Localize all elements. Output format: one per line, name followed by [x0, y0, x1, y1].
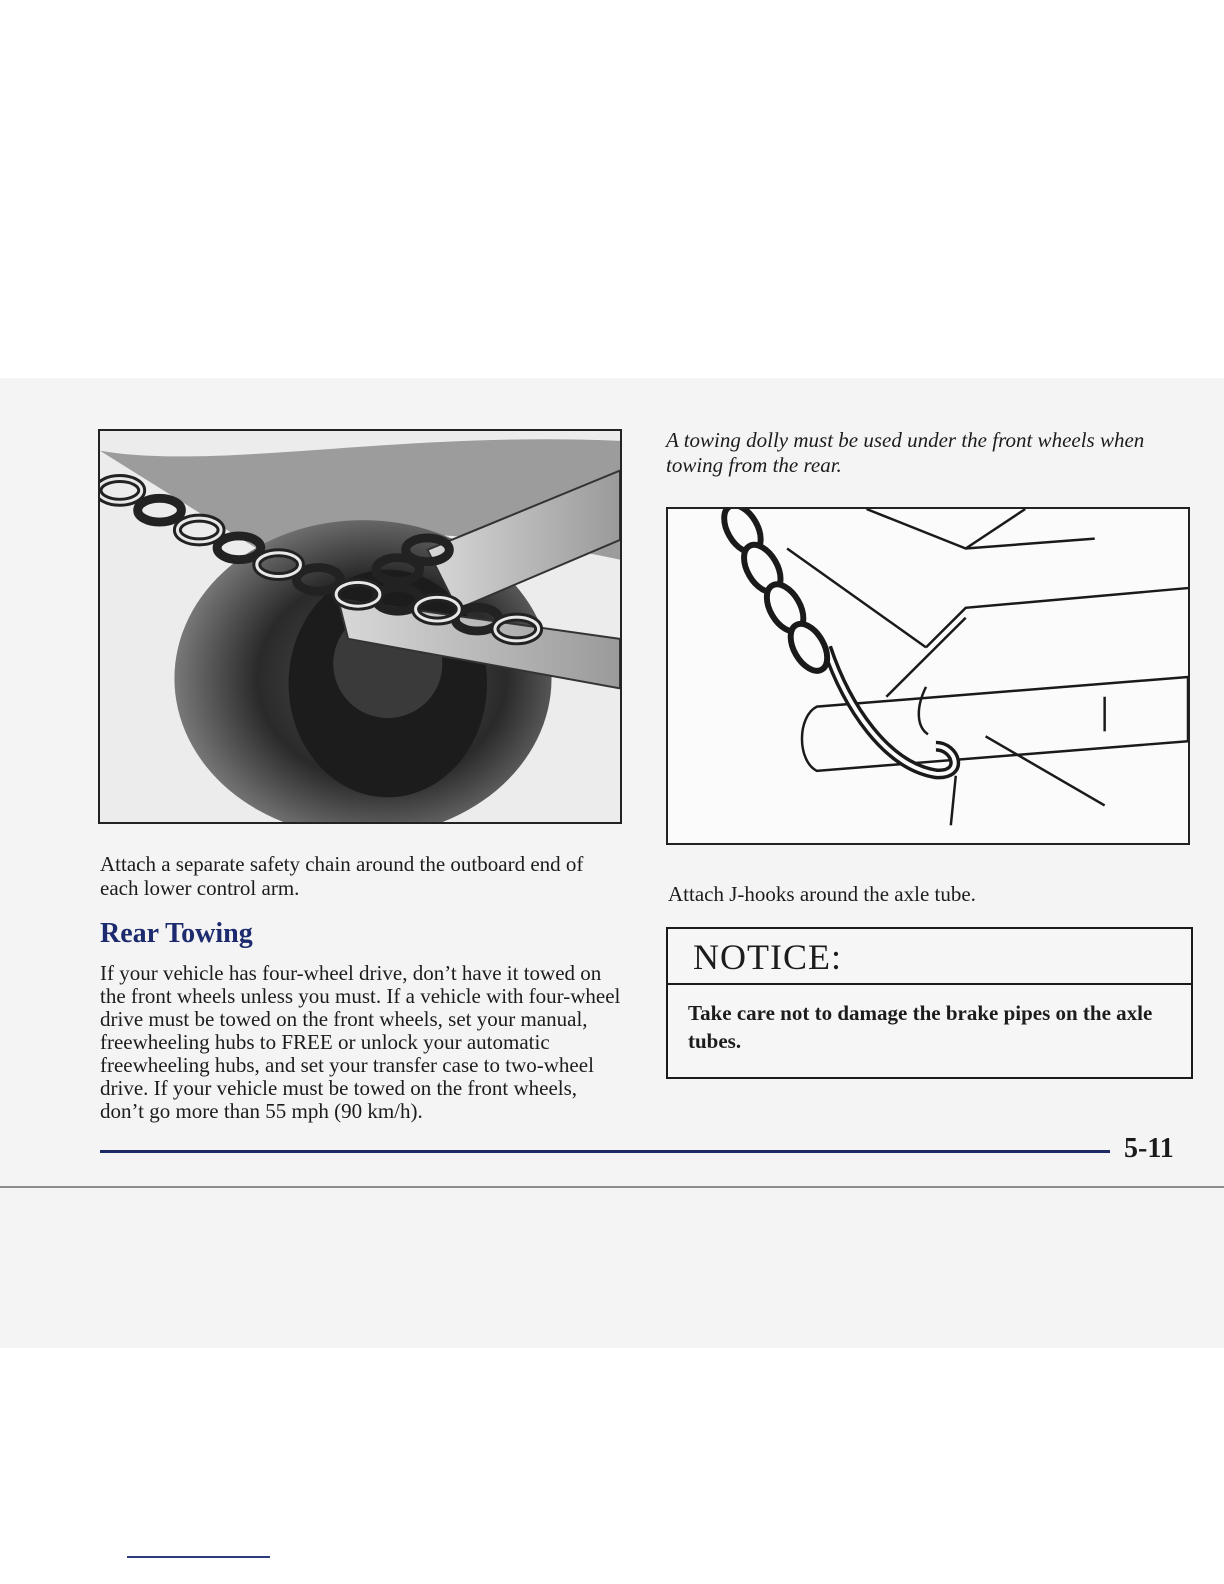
right-figure-caption: Attach J-hooks around the axle tube.: [668, 882, 976, 906]
bottom-mark-line: [127, 1556, 270, 1558]
towing-dolly-caption: A towing dolly must be used under the front wheels when towing from the rear.: [666, 428, 1145, 477]
left-figure-caption: Attach a separate safety chain around the outboard end of each lower control arm.: [100, 852, 584, 900]
section-body: If your vehicle has four-wheel drive, don’t have it towed on the front wheels unless you must. If a vehicle with four-wheel drive must be towed on the front wheels, set your manual, freewheeling hubs to FREE or unlock your automatic freewheeling hubs, and set your transfer case to two-wheel drive. If your vehicle must be towed on the front wheels, don’t go more than 55 mph (90 km/h).: [100, 961, 621, 1123]
j-hook-axle-illustration: [666, 507, 1190, 845]
notice-title: NOTICE:: [668, 929, 1191, 985]
page-number: 5-11: [1124, 1133, 1174, 1164]
section-heading: Rear Towing: [100, 918, 253, 949]
scan-edge-line: [0, 1186, 1224, 1188]
safety-chain-illustration: [98, 429, 622, 824]
notice-body: Take care not to damage the brake pipes on the axle tubes.: [688, 1001, 1153, 1053]
footer-rule: [100, 1150, 1110, 1153]
notice-box: [666, 927, 1193, 1079]
